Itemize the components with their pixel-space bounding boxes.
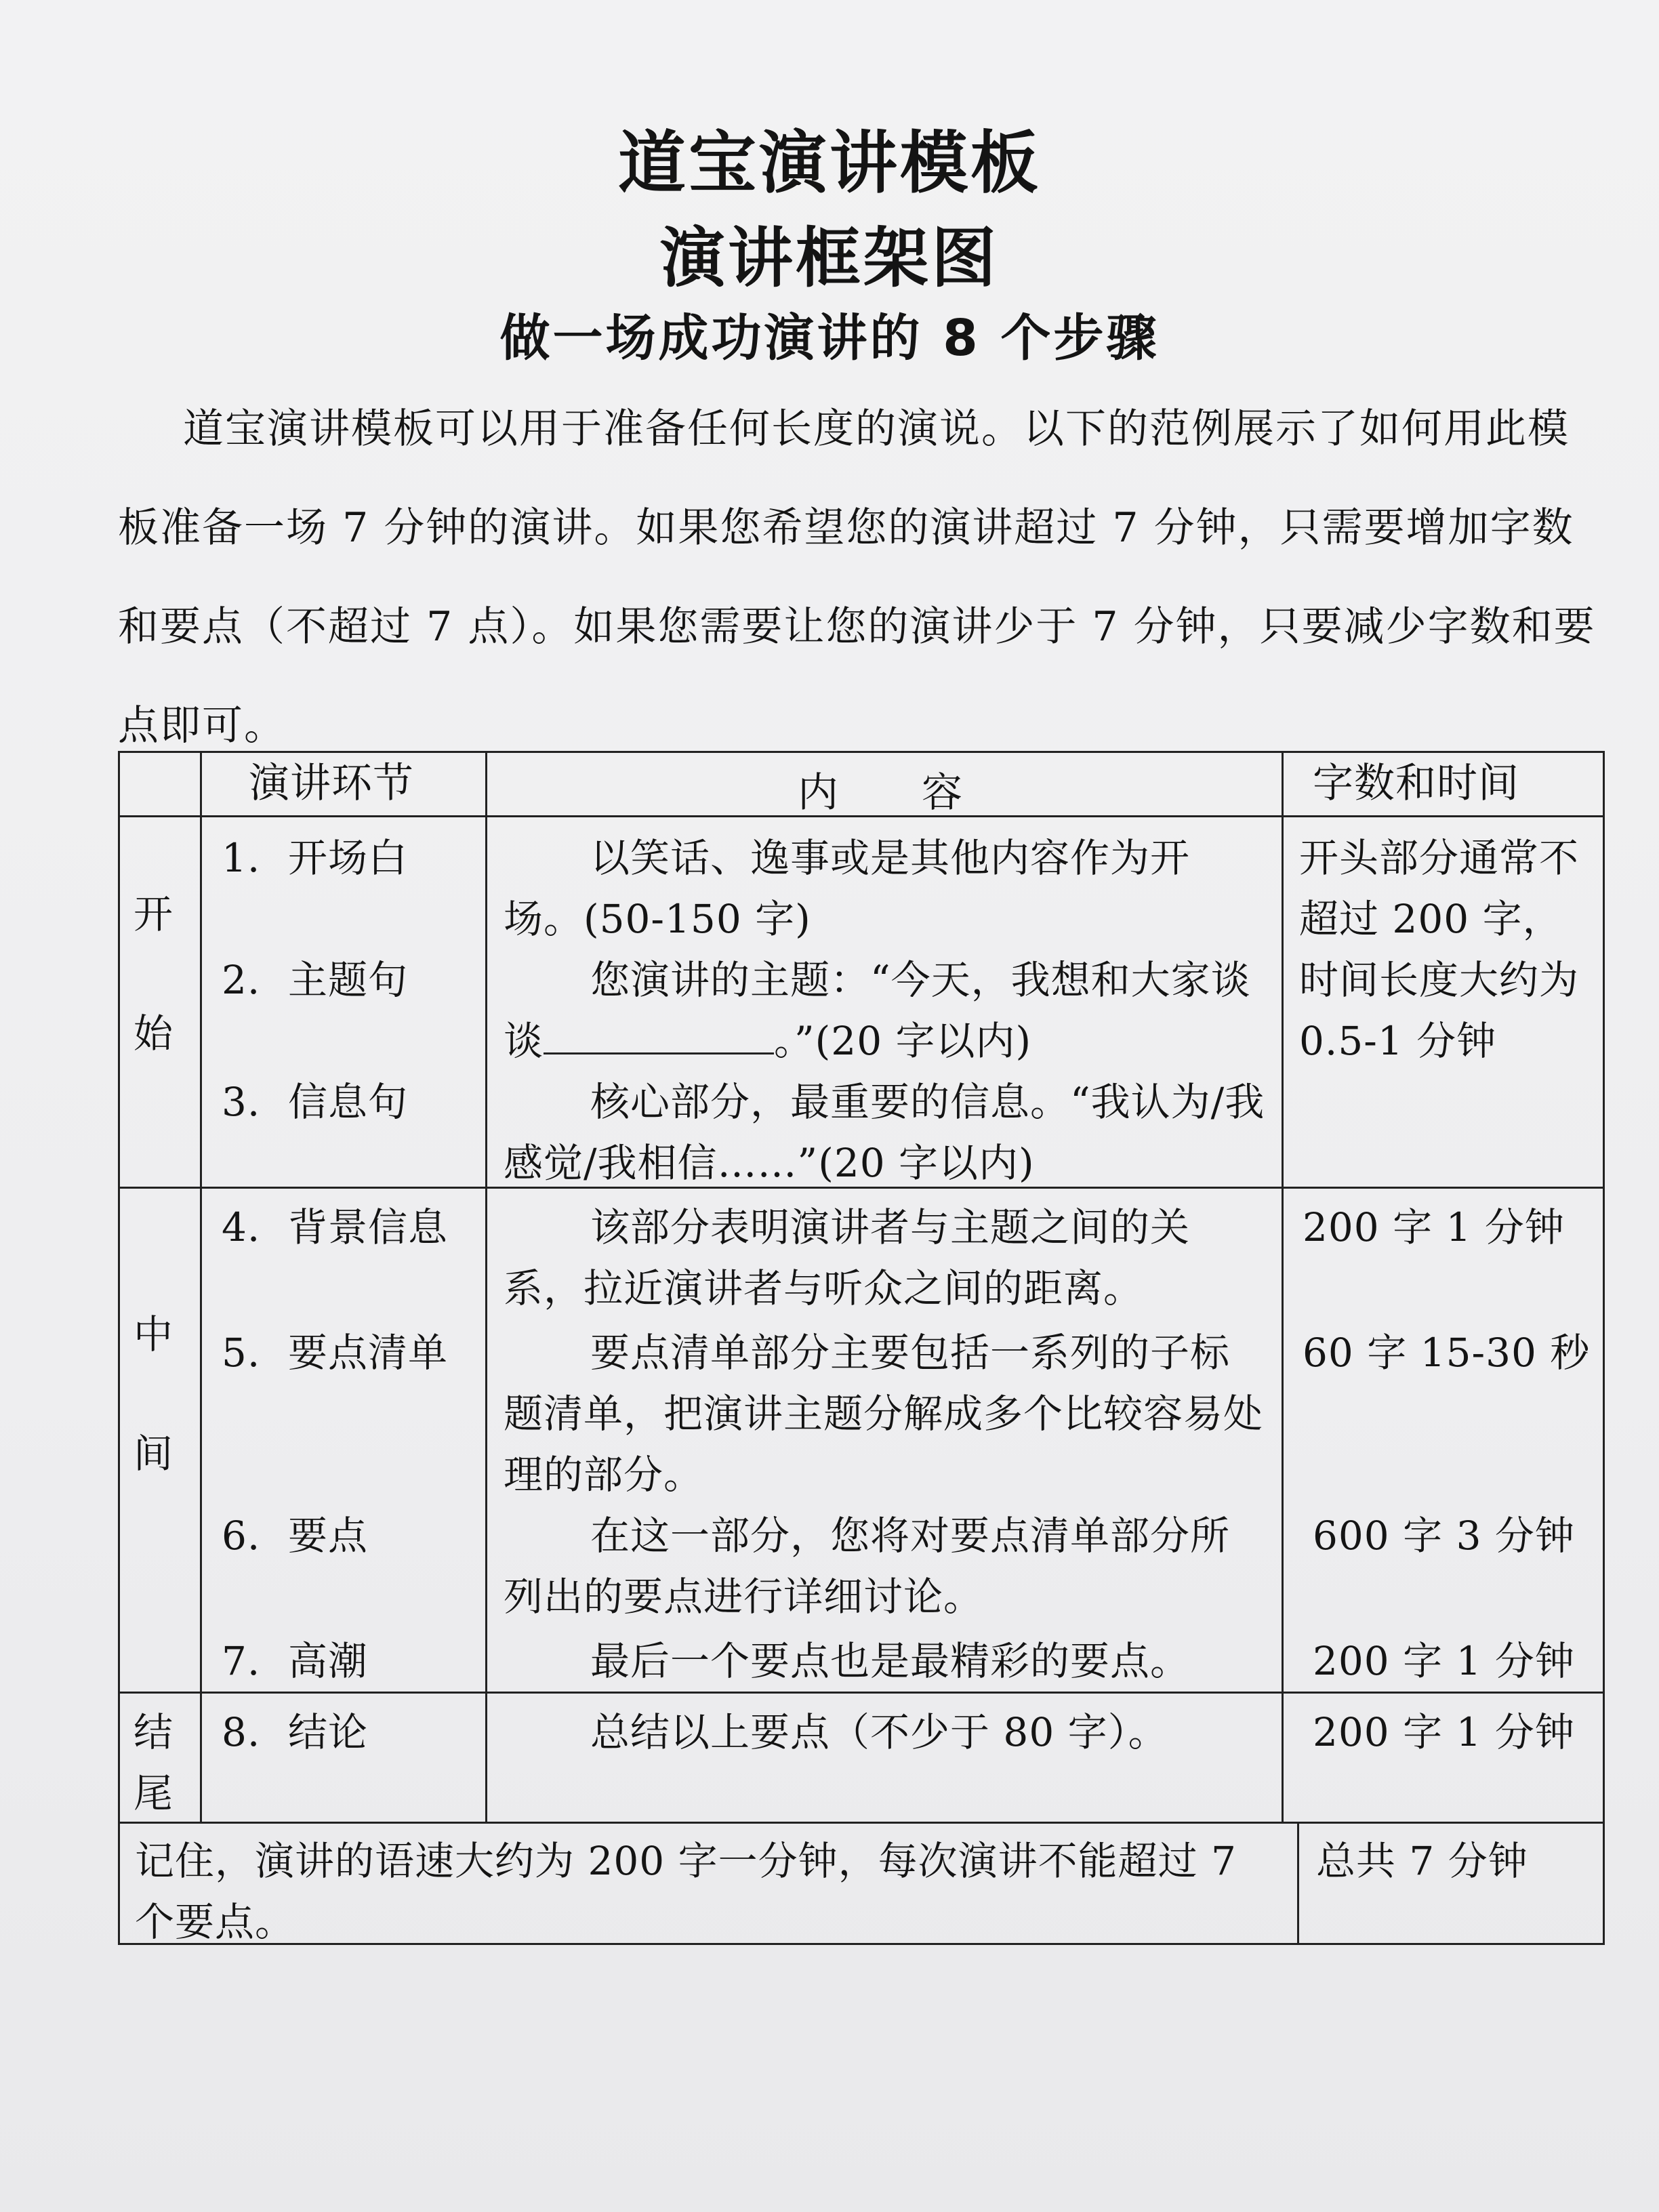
header-content: 内 容	[798, 769, 963, 817]
step-8-number: 8.	[222, 1709, 261, 1755]
step-6-name: 要点	[288, 1513, 369, 1559]
step-7-name: 高潮	[288, 1638, 369, 1684]
table-divider	[1297, 1822, 1299, 1945]
step-3-name: 信息句	[288, 1079, 409, 1125]
table-divider	[485, 753, 487, 1822]
document-heading: 做一场成功演讲的 8 个步骤	[499, 309, 1160, 367]
step-4-content: 该部分表明演讲者与主题之间的关系，拉近演讲者与听众之间的距离。	[504, 1204, 1191, 1311]
step-2-name: 主题句	[288, 957, 409, 1003]
footer-total: 总共 7 分钟	[1316, 1838, 1528, 1884]
document-subtitle: 演讲框架图	[660, 220, 999, 296]
table-divider	[1282, 753, 1284, 1822]
step-5-number: 5.	[222, 1330, 261, 1376]
topic-blank-line	[544, 1019, 774, 1054]
step-3-number: 3.	[222, 1079, 261, 1125]
step-8-content: 总结以上要点（不少于 80 字）。	[590, 1709, 1168, 1755]
step-5-name: 要点清单	[288, 1330, 449, 1376]
step-5-content: 要点清单部分主要包括一系列的子标题清单，把演讲主题分解成多个比较容易处理的部分。	[504, 1330, 1264, 1498]
step-7-number: 7.	[222, 1638, 261, 1684]
step-7-content: 最后一个要点也是最精彩的要点。	[590, 1638, 1191, 1684]
document-title: 道宝演讲模板	[618, 123, 1041, 203]
step-2-content	[504, 949, 1269, 1071]
step-4-number: 4.	[222, 1204, 261, 1250]
table-divider	[120, 1822, 1603, 1824]
step-4-name: 背景信息	[288, 1204, 449, 1250]
table-divider	[120, 1692, 1603, 1694]
group-middle: 中 间	[134, 1311, 174, 1477]
step-1-content: 以笑话、逸事或是其他内容作为开场。(50-150 字)	[504, 835, 1191, 942]
step-6-content: 在这一部分，您将对要点清单部分所列出的要点进行详细讨论。	[504, 1513, 1231, 1620]
group-ending: 结 尾	[134, 1709, 174, 1816]
footer-note: 记住，演讲的语速大约为 200 字一分钟，每次演讲不能超过 7 个要点。	[135, 1838, 1237, 1945]
intro-paragraph: 道宝演讲模板可以用于准备任何长度的演说。以下的范例展示了如何用此模板准备一场 7 分钟的演讲。如果您希望您的演讲超过 7 分钟，只需要增加字数和要点（不超过 7 点）。如果您需要让您的演讲少于 7 分钟，只要减少字数和要点即可。	[118, 405, 1596, 750]
step-8-time: 200 字 1 分钟	[1313, 1709, 1575, 1755]
group-opening: 开 始	[134, 891, 174, 1057]
header-section: 演讲环节	[249, 760, 414, 807]
step-6-time: 600 字 3 分钟	[1313, 1513, 1575, 1559]
step-5-time: 60 字 15-30 秒	[1303, 1330, 1591, 1376]
step-4-time: 200 字 1 分钟	[1303, 1204, 1565, 1250]
speech-framework-table	[118, 751, 1605, 1945]
step-2-content-end: 。”(20 字以内)	[774, 1018, 1032, 1064]
step-2-number: 2.	[222, 957, 261, 1003]
step-1-number: 1.	[222, 835, 261, 881]
header-time: 字数和时间	[1313, 760, 1519, 807]
step-7-time: 200 字 1 分钟	[1313, 1638, 1575, 1684]
step-1-name: 开场白	[288, 835, 409, 881]
step-2-content-start: 您演讲的主题：“今天，我想和大家谈谈	[504, 957, 1251, 1064]
step-3-content: 核心部分，最重要的信息。“我认为/我感觉/我相信……”(20 字以内)	[504, 1079, 1265, 1186]
step-8-name: 结论	[288, 1709, 369, 1755]
table-divider	[200, 753, 202, 1822]
step-6-number: 6.	[222, 1513, 261, 1559]
opening-time: 开头部分通常不超过 200 字，时间长度大约为 0.5-1 分钟	[1299, 835, 1580, 1064]
